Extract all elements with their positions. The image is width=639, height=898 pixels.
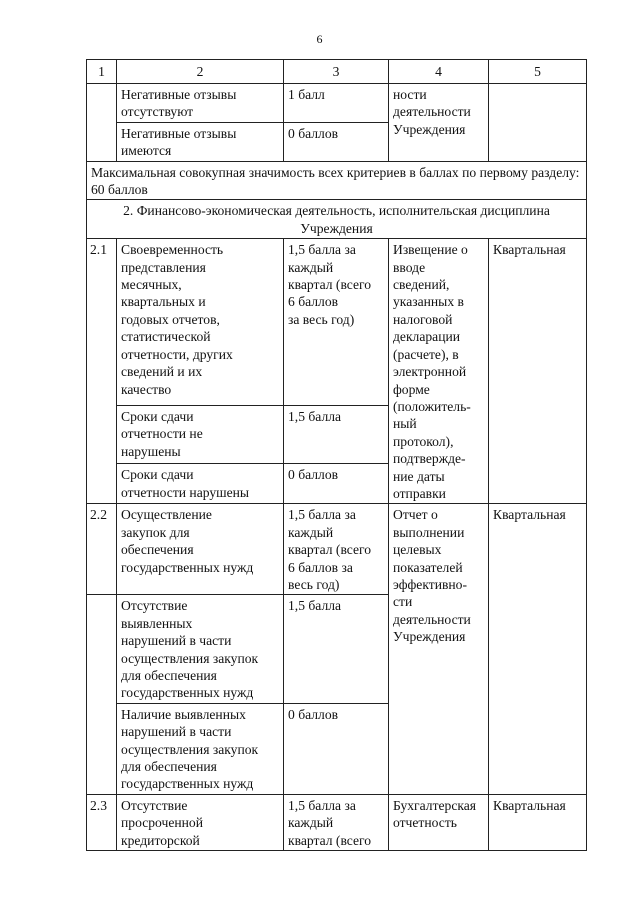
section-title-row: [87, 200, 587, 239]
points-cell: 1,5 балла за каждый квартал (всего 6 баллов за весь год): [284, 504, 389, 595]
criterion-cell: Своевременность представления месячных, квартальных и годовых отчетов, статистической отчетности, других сведений и их качество: [117, 239, 284, 406]
points-cell: 0 баллов: [284, 122, 389, 161]
points-cell: 1,5 балла за каждый квартал (всего: [284, 794, 389, 850]
column-header: 5: [489, 60, 587, 84]
table-header-row: [87, 60, 587, 84]
criterion-cell: Наличие выявленных нарушений в части осуществления закупок для обеспечения государственных нужд: [117, 703, 284, 794]
source-cell: ности деятельности Учреждения: [389, 84, 489, 162]
period-cell: Квартальная: [489, 239, 587, 504]
column-header: 3: [284, 60, 389, 84]
item-number: 2.1: [87, 239, 117, 504]
criterion-cell: Сроки сдачи отчетности нарушены: [117, 464, 284, 504]
summary-row: [87, 161, 587, 200]
section-title: 2. Финансово-экономическая деятельность, исполнительская дисциплина Учреждения: [87, 200, 587, 239]
item-number: 2.2: [87, 504, 117, 595]
table-row: [87, 84, 587, 123]
table-row: [87, 504, 587, 595]
table-row: [87, 239, 587, 406]
criterion-cell: Сроки сдачи отчетности не нарушены: [117, 405, 284, 463]
period-cell: Квартальная: [489, 504, 587, 795]
empty-cell: [489, 84, 587, 162]
points-cell: 1 балл: [284, 84, 389, 123]
page-number: 6: [316, 32, 323, 46]
column-header: 1: [87, 60, 117, 84]
points-cell: 1,5 балла за каждый квартал (всего 6 баллов за весь год): [284, 239, 389, 406]
source-cell: Отчет о выполнении целевых показателей эффективно- сти деятельности Учреждения: [389, 504, 489, 795]
source-cell: Извещение о вводе сведений, указанных в налоговой декларации (расчете), в электронной форме (положитель- ный протокол), подтвержде- ние даты отправки: [389, 239, 489, 504]
source-cell: Бухгалтерская отчетность: [389, 794, 489, 850]
criterion-cell: Отсутствие просроченной кредиторской: [117, 794, 284, 850]
empty-cell: [87, 595, 117, 794]
empty-cell: [87, 84, 117, 162]
criterion-cell: Негативные отзывы отсутствуют: [117, 84, 284, 123]
criterion-cell: Осуществление закупок для обеспечения государственных нужд: [117, 504, 284, 595]
table-row: [87, 794, 587, 850]
points-cell: 0 баллов: [284, 703, 389, 794]
criterion-cell: Отсутствие выявленных нарушений в части осуществления закупок для обеспечения государственных нужд: [117, 595, 284, 703]
points-cell: 0 баллов: [284, 464, 389, 504]
criterion-cell: Негативные отзывы имеются: [117, 122, 284, 161]
item-number: 2.3: [87, 794, 117, 850]
criteria-table: [86, 59, 587, 851]
max-score-note: Максимальная совокупная значимость всех критериев в баллах по первому разделу: 60 баллов: [87, 161, 587, 200]
points-cell: 1,5 балла: [284, 595, 389, 703]
column-header: 4: [389, 60, 489, 84]
period-cell: Квартальная: [489, 794, 587, 850]
points-cell: 1,5 балла: [284, 405, 389, 463]
column-header: 2: [117, 60, 284, 84]
